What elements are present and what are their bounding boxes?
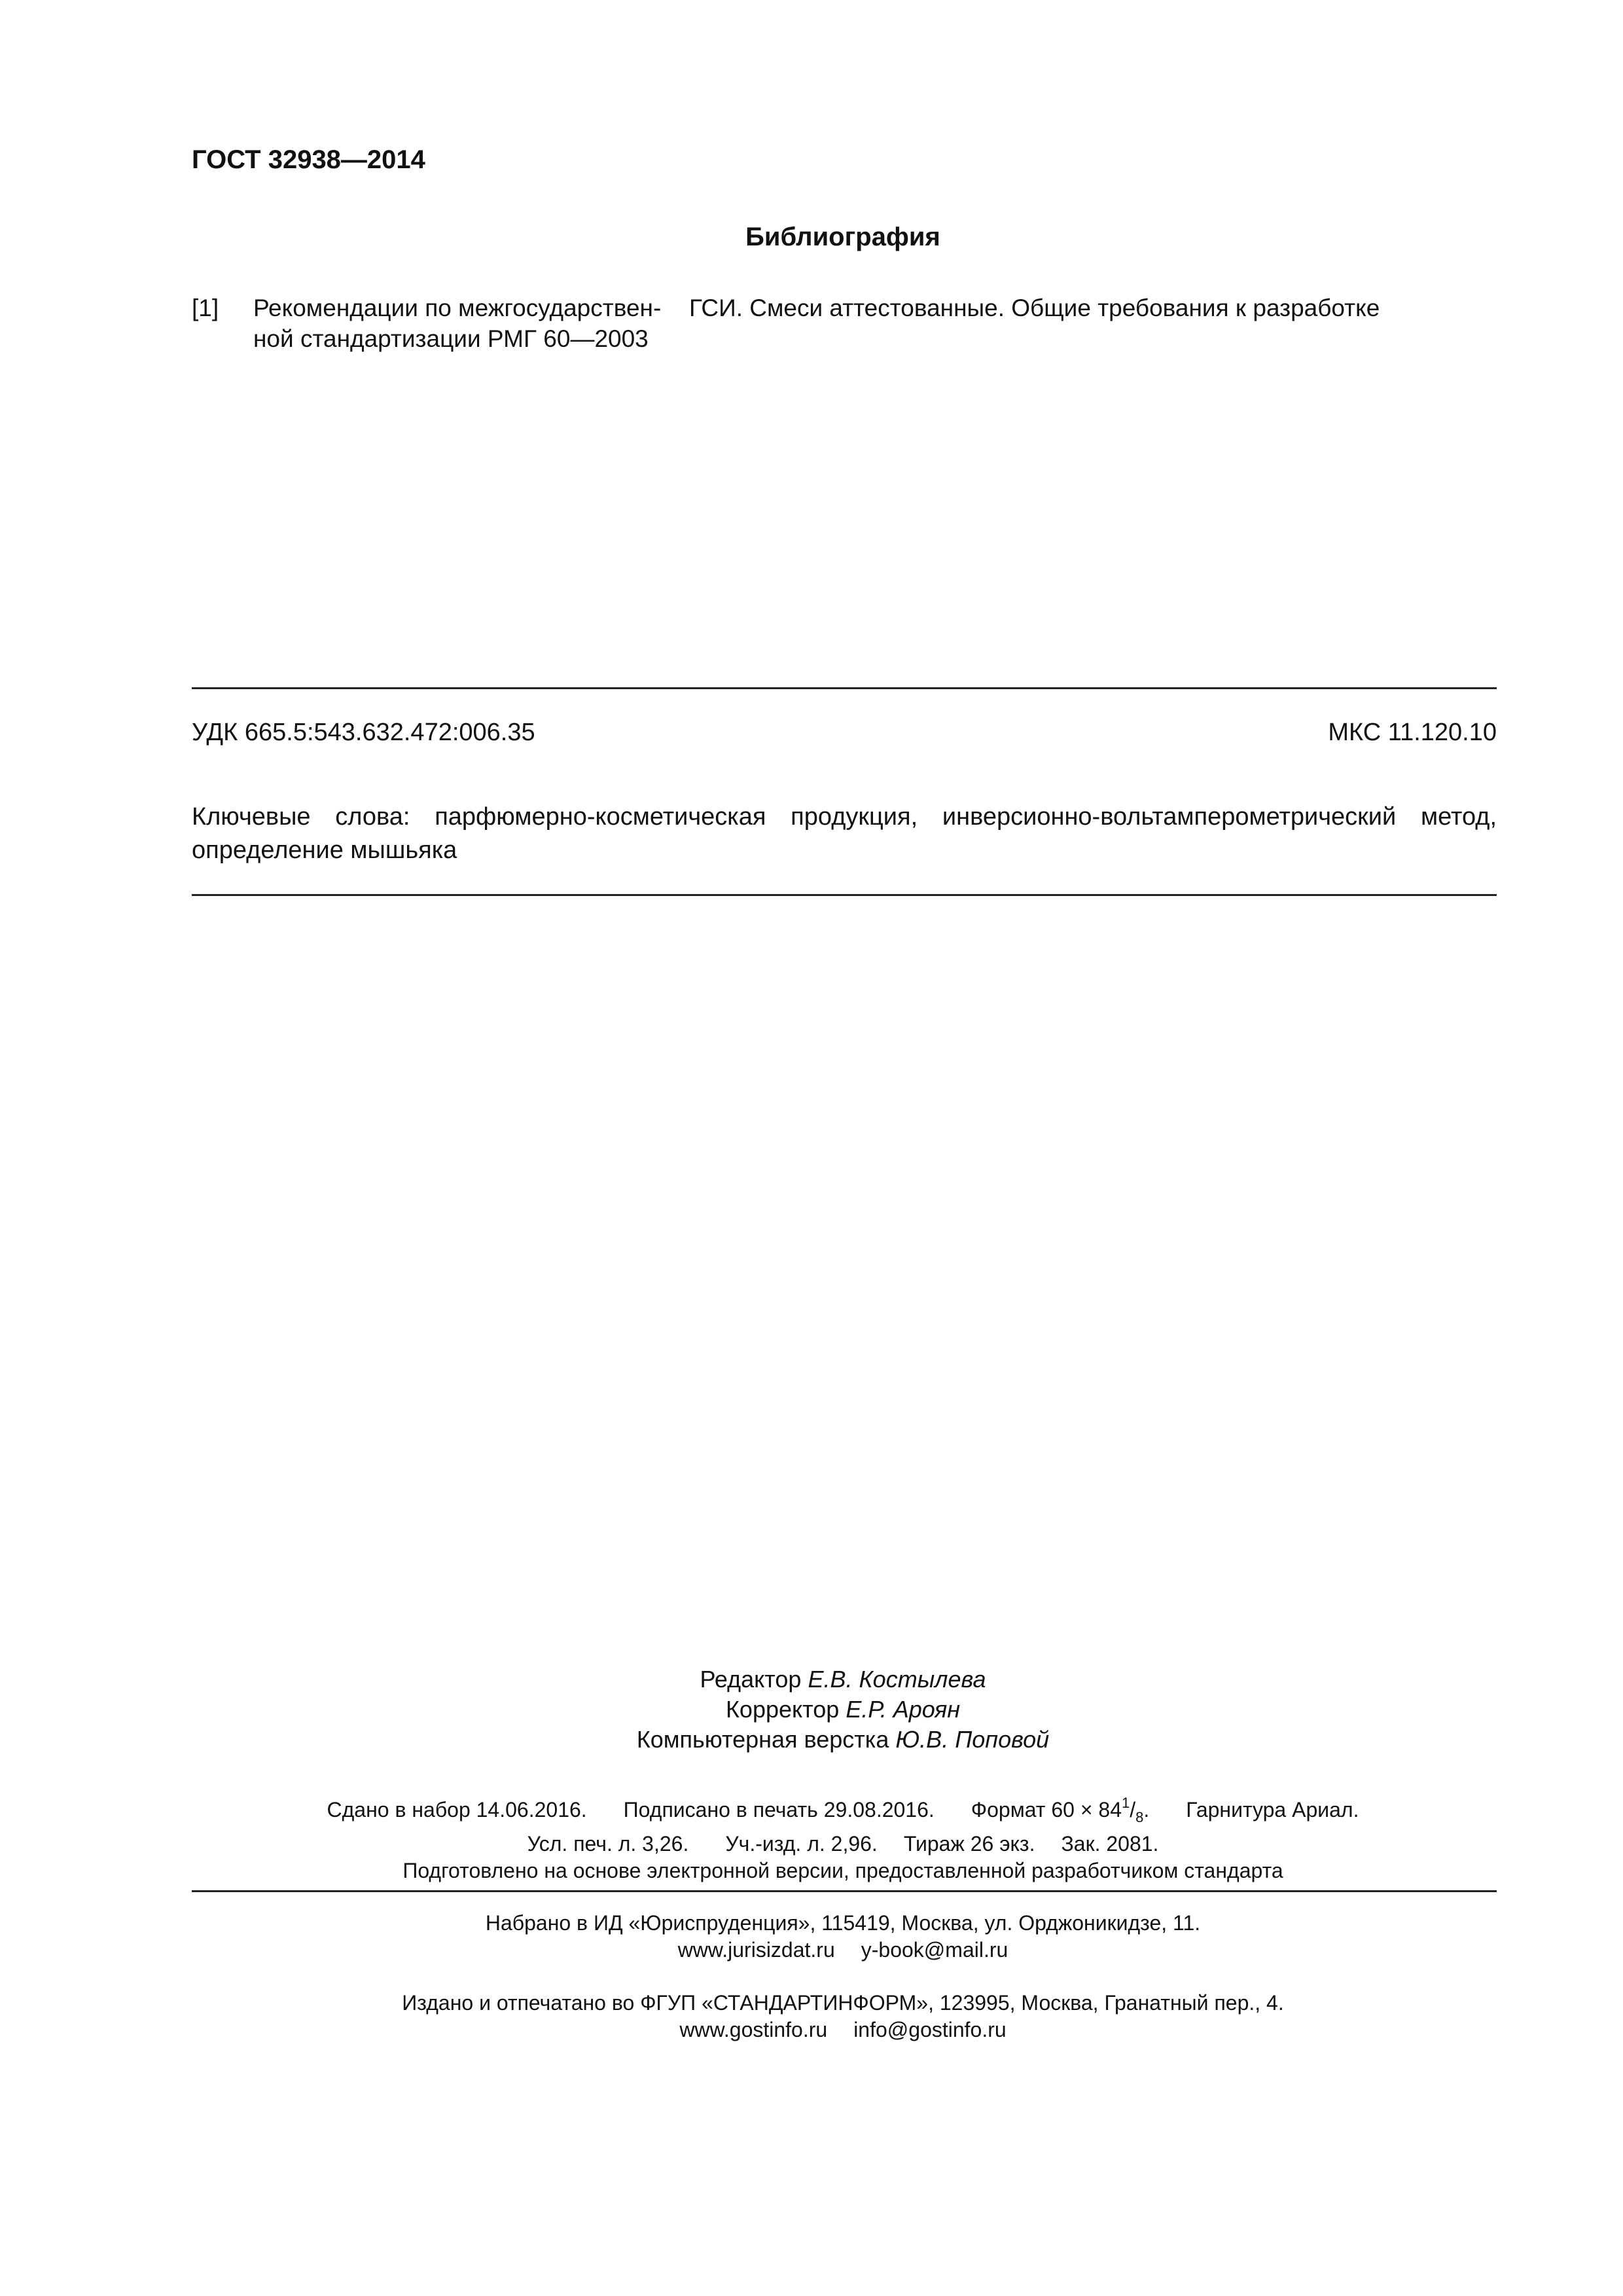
format-slash: / — [1130, 1798, 1136, 1821]
publisher-print-line: Издано и отпечатано во ФГУП «СТАНДАРТИНФОРМ», 123995, Москва, Гранатный пер., 4. — [402, 1991, 1284, 2015]
mks-code: МКС 11.120.10 — [1328, 719, 1497, 746]
editor-line — [0, 1664, 1623, 1695]
divider-top — [192, 687, 1497, 689]
circulation: Тираж 26 экз. — [903, 1832, 1035, 1856]
credits-block — [0, 1664, 1623, 1755]
print-info-block — [0, 1789, 1623, 1884]
publisher-typeset-website[interactable]: www.jurisizdat.ru — [677, 1938, 835, 1962]
format-prefix: Формат 60 × 84 — [971, 1798, 1122, 1821]
publisher-print-block — [0, 1990, 1623, 2043]
order-number: Зак. 2081. — [1061, 1832, 1159, 1856]
print-info-line-1 — [0, 1789, 1623, 1831]
publisher-typeset-contacts — [0, 1937, 1623, 1964]
udk-code: УДК 665.5:543.632.472:006.35 — [192, 719, 535, 746]
print-info-line-2 — [0, 1831, 1623, 1857]
layout-label: Компьютерная верстка — [636, 1726, 889, 1753]
pub-sheets: Уч.-изд. л. 2,96. — [725, 1832, 878, 1856]
publisher-print-website[interactable]: www.gostinfo.ru — [679, 2018, 828, 2041]
paper-format — [971, 1795, 1150, 1825]
layout-line — [0, 1725, 1623, 1755]
bibliography-entry-source: Рекомендации по межгосударствен-ной стандартизации РМГ 60—2003 — [253, 295, 662, 352]
keywords: Ключевые слова: парфюмерно-косметическая продукция, инверсионно-вольтамперометрический метод, определение мышьяка — [192, 803, 1497, 864]
publisher-print-contacts — [0, 2017, 1623, 2043]
document-code: ГОСТ 32938—2014 — [192, 145, 425, 174]
signed-date: Подписано в печать 29.08.2016. — [623, 1798, 935, 1821]
editor-label: Редактор — [700, 1666, 802, 1693]
print-sheets: Усл. печ. л. 3,26. — [527, 1832, 689, 1856]
publisher-print-email[interactable]: info@gostinfo.ru — [853, 2018, 1007, 2041]
bibliography-title: Библиография — [745, 223, 940, 251]
typeface: Гарнитура Ариал. — [1186, 1798, 1359, 1821]
publisher-typeset-line: Набрано в ИД «Юриспруденция», 115419, Москва, ул. Орджоникидзе, 11. — [485, 1911, 1201, 1935]
submitted-date: Сдано в набор 14.06.2016. — [327, 1798, 587, 1821]
editor-name: Е.В. Костылева — [808, 1666, 986, 1693]
divider-imprint — [192, 1890, 1497, 1892]
format-denominator: 8 — [1135, 1809, 1144, 1825]
publisher-typeset-email[interactable]: y-book@mail.ru — [861, 1938, 1008, 1962]
format-suffix: . — [1143, 1798, 1150, 1821]
prepared-note: Подготовлено на основе электронной версии, предоставленной разработчиком стандарта — [402, 1859, 1283, 1882]
divider-keywords — [192, 894, 1497, 896]
bibliography-entry-number: [1] — [192, 295, 219, 321]
layout-name: Ю.В. Поповой — [895, 1726, 1050, 1753]
publisher-typeset-block — [0, 1910, 1623, 1964]
format-numerator: 1 — [1122, 1795, 1130, 1811]
corrector-line — [0, 1695, 1623, 1725]
corrector-label: Корректор — [725, 1696, 840, 1723]
corrector-name: Е.Р. Ароян — [846, 1696, 961, 1723]
bibliography-entry-description: ГСИ. Смеси аттестованные. Общие требования к разработке — [689, 295, 1380, 321]
